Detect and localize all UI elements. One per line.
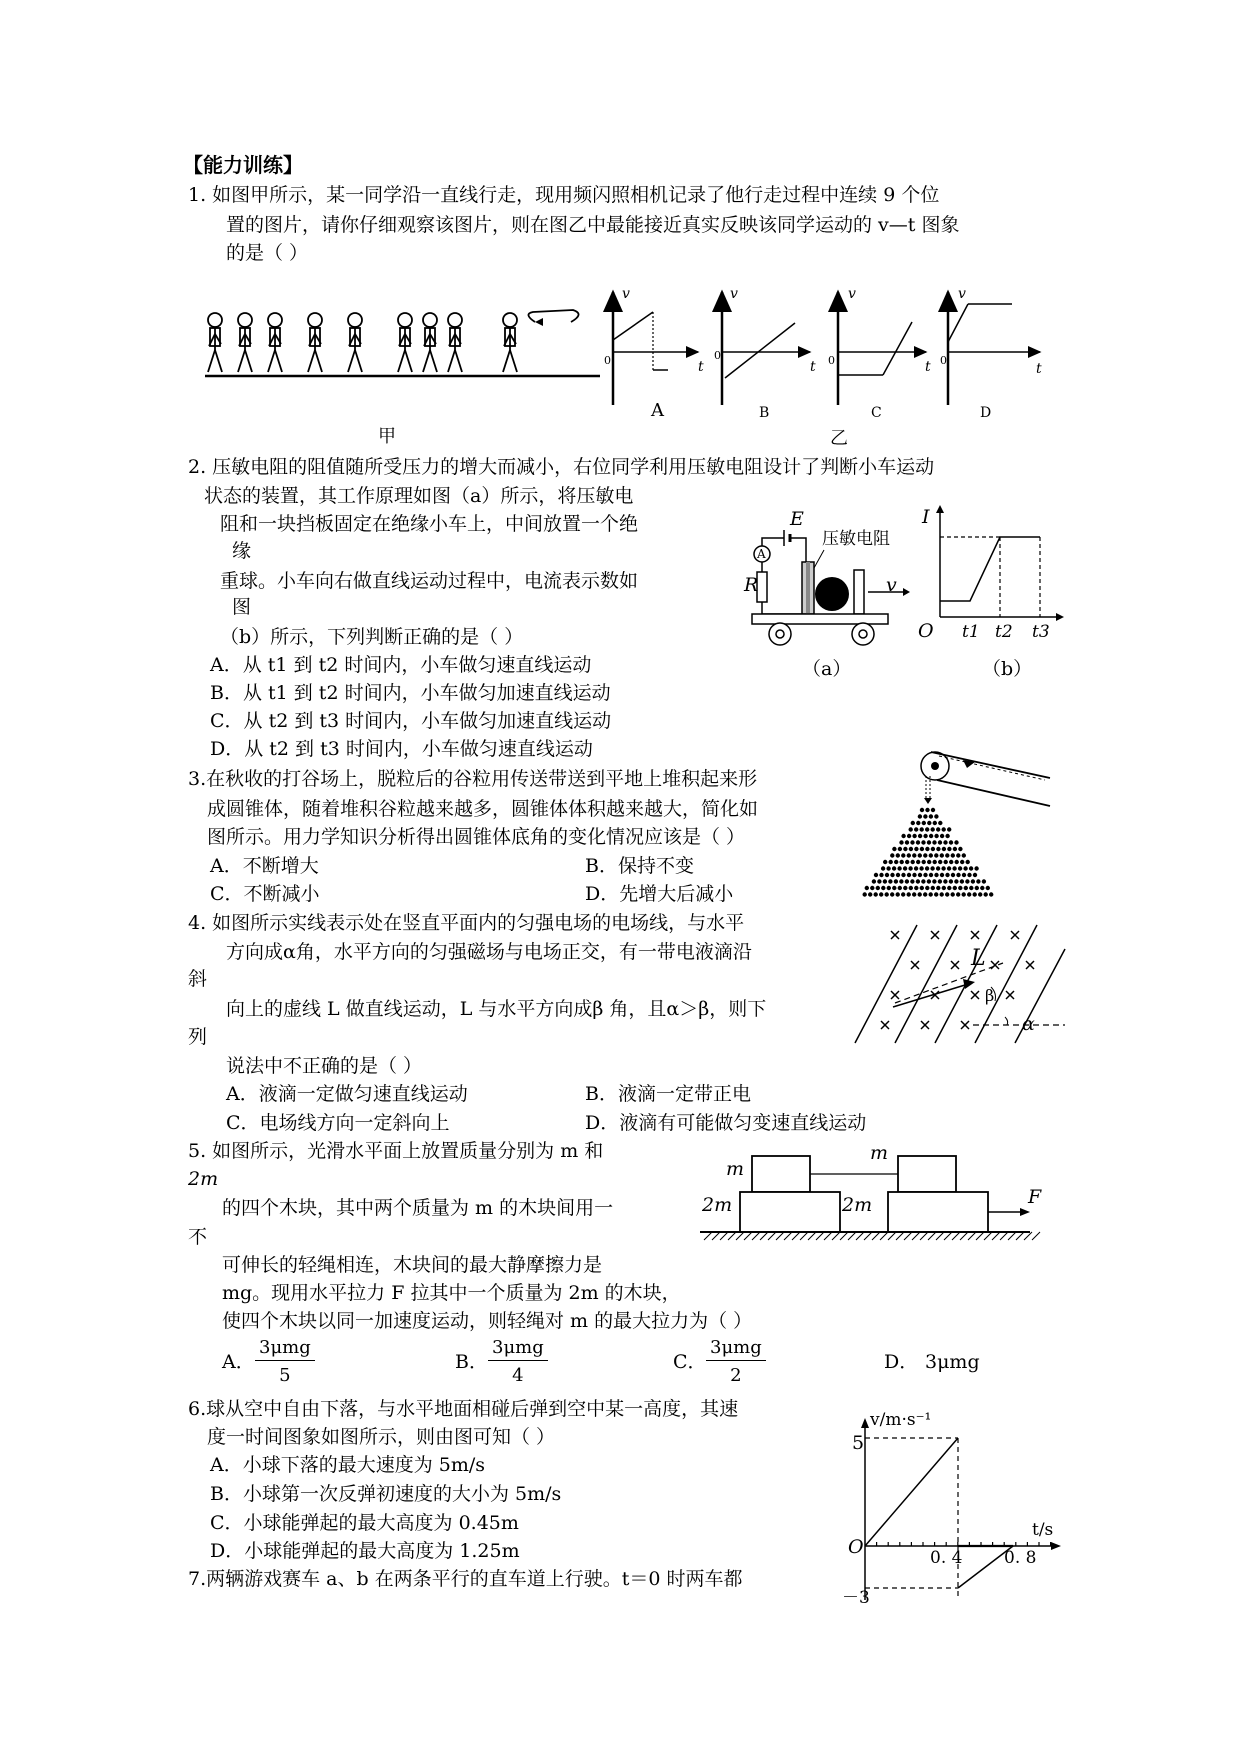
beta-label: β — [985, 986, 995, 1005]
graph-c-t: t — [925, 359, 931, 375]
q2-option-b: B．从 t1 到 t2 时间内，小车做匀加速直线运动 — [210, 682, 611, 704]
q4-option-a: A．液滴一定做匀速直线运动 — [226, 1083, 468, 1105]
circuit-r-label: R — [744, 574, 759, 596]
q2-option-c: C．从 t2 到 t3 时间内，小车做匀加速直线运动 — [210, 710, 612, 732]
line-l-label: L — [971, 946, 986, 971]
q5-option-c-den: 2 — [730, 1365, 742, 1386]
q6-y-top: 5 — [852, 1432, 865, 1454]
graph-a-t: t — [698, 359, 704, 375]
q2-line-5: 重球。小车向右做直线运动过程中，电流表示数如 — [220, 570, 639, 592]
q6-option-a: A．小球下落的最大速度为 5m/s — [210, 1454, 486, 1476]
graph-b — [722, 292, 810, 405]
graph-d-origin: 0 — [940, 354, 947, 367]
q5-line-4: 不 — [188, 1226, 208, 1248]
q5-line-3: 的四个木块，其中两个质量为 m 的木块间用一 — [222, 1197, 614, 1219]
q5-option-b-den: 4 — [512, 1365, 524, 1386]
q1-line-1: 1. 如图甲所示，某一同学沿一直线行走，现用频闪照相机记录了他行走过程中连续 9 个位 — [188, 184, 940, 206]
q3-line-3: 图所示。用力学知识分析得出圆锥体底角的变化情况应该是（ ） — [207, 826, 746, 848]
q2-line-1: 2. 压敏电阻的阻值随所受压力的增大而减小，右位同学利用压敏电阻设计了判断小车运动 — [188, 456, 935, 478]
q3-line-2: 成圆锥体，随着堆积谷粒越来越多，圆锥体体积越来越大，简化如 — [207, 798, 759, 820]
block-m-right-label: m — [870, 1142, 889, 1164]
graph-d — [948, 292, 1040, 405]
graph-c — [838, 292, 926, 405]
q1-line-3: 的是（ ） — [226, 242, 309, 264]
q5-option-c-fraction — [706, 1337, 766, 1386]
q3-option-d: D．先增大后减小 — [585, 883, 734, 905]
graph-c-origin: 0 — [828, 354, 835, 367]
fig-yi-label: 乙 — [830, 428, 848, 449]
q2-line-4: 缘 — [232, 540, 252, 562]
walker-figure — [348, 313, 362, 372]
circuit-caption: （a） — [802, 658, 852, 680]
q5-option-b-num: 3μmg — [488, 1337, 548, 1361]
walker-figure — [448, 313, 462, 372]
q5-line-7: 使四个木块以同一加速度运动，则轻绳对 m 的最大拉力为（ ） — [222, 1310, 753, 1332]
graph-d-t: t — [1036, 361, 1042, 377]
q5-line-6: mg。现用水平拉力 F 拉其中一个质量为 2m 的木块， — [222, 1282, 681, 1304]
q5-option-a-den: 5 — [279, 1365, 291, 1386]
graph-c-label: C — [871, 405, 882, 421]
walker-figure — [208, 313, 222, 372]
q6-xlabel: t/s — [1032, 1520, 1054, 1540]
pressure-resistor-label: 压敏电阻 — [822, 529, 890, 549]
q2-line-3: 阻和一块挡板固定在绝缘小车上，中间放置一个绝 — [220, 513, 639, 535]
walker-figure — [238, 313, 252, 372]
q6-option-d: D．小球能弹起的最大高度为 1.25m — [210, 1540, 520, 1562]
q3-option-a: A．不断增大 — [210, 855, 319, 877]
block-2m-left-label: 2m — [702, 1194, 733, 1216]
q4-line-5: 列 — [188, 1026, 208, 1048]
walker-figure — [398, 313, 412, 372]
graph-o-label: O — [918, 620, 934, 642]
q6-vt-graph — [855, 1418, 1065, 1603]
q1-line-2: 置的图片，请你仔细观察该图片，则在图乙中最能接近真实反映该同学运动的 v—t 图象 — [226, 214, 960, 236]
q5-option-b-fraction — [488, 1337, 548, 1386]
q3-option-b: B．保持不变 — [585, 855, 694, 877]
q6-line-1: 6.球从空中自由下落，与水平地面相碰后弹到空中某一高度，其速 — [188, 1398, 739, 1420]
q5-option-a-num: 3μmg — [255, 1337, 315, 1361]
graph-t3-label: t3 — [1032, 622, 1050, 642]
q2-option-a: A．从 t1 到 t2 时间内，小车做匀速直线运动 — [210, 654, 592, 676]
q2-line-6: 图 — [232, 596, 252, 618]
q6-x1: 0. 4 — [930, 1548, 963, 1568]
graph-b-v: v — [730, 286, 738, 302]
q3-option-c: C．不断减小 — [210, 883, 320, 905]
q5-line-2: 2m — [188, 1168, 219, 1190]
fig-jia-label: 甲 — [378, 426, 396, 447]
graph-i-label: I — [922, 506, 930, 528]
q5-line-5: 可伸长的轻绳相连，木块间的最大静摩擦力是 — [222, 1254, 603, 1276]
graph-a-origin: 0 — [604, 354, 611, 367]
graph-b-caption: （b） — [982, 658, 1033, 680]
q5-option-a-label: A． — [222, 1351, 255, 1373]
q5-option-c-label: C． — [673, 1351, 707, 1373]
q2-line-7: （b）所示，下列判断正确的是（ ） — [220, 626, 524, 648]
q6-ylabel: v/m·s⁻¹ — [870, 1410, 932, 1430]
graph-d-label: D — [980, 405, 992, 421]
graph-a — [613, 292, 698, 405]
q6-line-2: 度一时间图象如图所示，则由图可知（ ） — [207, 1426, 556, 1448]
q5-option-c-num: 3μmg — [706, 1337, 766, 1361]
section-title: 【能力训练】 — [183, 153, 303, 177]
graph-b-origin: 0 — [714, 349, 721, 362]
block-2m-right-label: 2m — [842, 1194, 873, 1216]
q6-origin: O — [848, 1536, 864, 1558]
graph-t1-label: t1 — [962, 622, 980, 642]
q6-y-bottom: －3 — [842, 1588, 870, 1608]
q6-x2: 0. 8 — [1004, 1548, 1037, 1568]
alpha-label: α — [1022, 1013, 1035, 1035]
q5-line-1: 5. 如图所示，光滑水平面上放置质量分别为 m 和 — [188, 1140, 604, 1162]
q4-line-1: 4. 如图所示实线表示处在竖直平面内的匀强电场的电场线，与水平 — [188, 912, 745, 934]
force-f-label: F — [1028, 1186, 1042, 1208]
q5-option-d-text: 3μmg — [925, 1351, 980, 1373]
q5-option-a-fraction — [255, 1337, 315, 1386]
q1-vt-graphs — [600, 290, 1050, 410]
q3-line-1: 3.在秋收的打谷场上，脱粒后的谷粒用传送带送到平地上堆积起来形 — [188, 768, 758, 790]
graph-a-v: v — [622, 286, 630, 302]
walker-figure — [308, 313, 322, 372]
q2-current-graph — [930, 505, 1065, 625]
q5-option-d-label: D． — [884, 1351, 919, 1373]
q4-option-d: D．液滴有可能做匀变速直线运动 — [585, 1112, 867, 1134]
q4-line-4: 向上的虚线 L 做直线运动，L 与水平方向成β 角，且α＞β，则下 — [226, 998, 767, 1020]
walker-figure — [503, 313, 517, 372]
q4-line-2: 方向成α角，水平方向的匀强磁场与电场正交，有一带电液滴沿 — [226, 941, 752, 963]
q4-option-c: C．电场线方向一定斜向上 — [226, 1112, 450, 1134]
q4-option-b: B．液滴一定带正电 — [585, 1083, 751, 1105]
graph-d-v: v — [958, 286, 966, 302]
graph-t2-label: t2 — [995, 622, 1013, 642]
graph-b-t: t — [810, 359, 816, 375]
ammeter-label: A — [757, 547, 766, 561]
walker-figure — [268, 313, 282, 372]
q7-line-1: 7.两辆游戏赛车 a、b 在两条平行的直车道上行驶。t＝0 时两车都 — [188, 1568, 743, 1590]
graph-c-v: v — [848, 286, 856, 302]
graph-a-label: A — [651, 400, 664, 421]
graph-b-label: B — [759, 405, 770, 421]
q6-option-c: C．小球能弹起的最大高度为 0.45m — [210, 1512, 519, 1534]
q4-line-3: 斜 — [188, 968, 208, 990]
circuit-v-label: v — [886, 574, 897, 596]
walker-figure — [423, 313, 437, 372]
q3-conveyor-figure — [875, 748, 1060, 903]
circuit-e-label: E — [790, 508, 804, 530]
q4-line-6: 说法中不正确的是（ ） — [226, 1055, 423, 1077]
q5-option-b-label: B． — [455, 1351, 488, 1373]
q2-option-d: D．从 t2 到 t3 时间内，小车做匀速直线运动 — [210, 738, 593, 760]
walker-strobe-figure — [205, 308, 600, 380]
q6-option-b: B．小球第一次反弹初速度的大小为 5m/s — [210, 1483, 562, 1505]
block-m-left-label: m — [726, 1158, 745, 1180]
q2-line-2: 状态的装置，其工作原理如图（a）所示，将压敏电 — [204, 485, 634, 507]
